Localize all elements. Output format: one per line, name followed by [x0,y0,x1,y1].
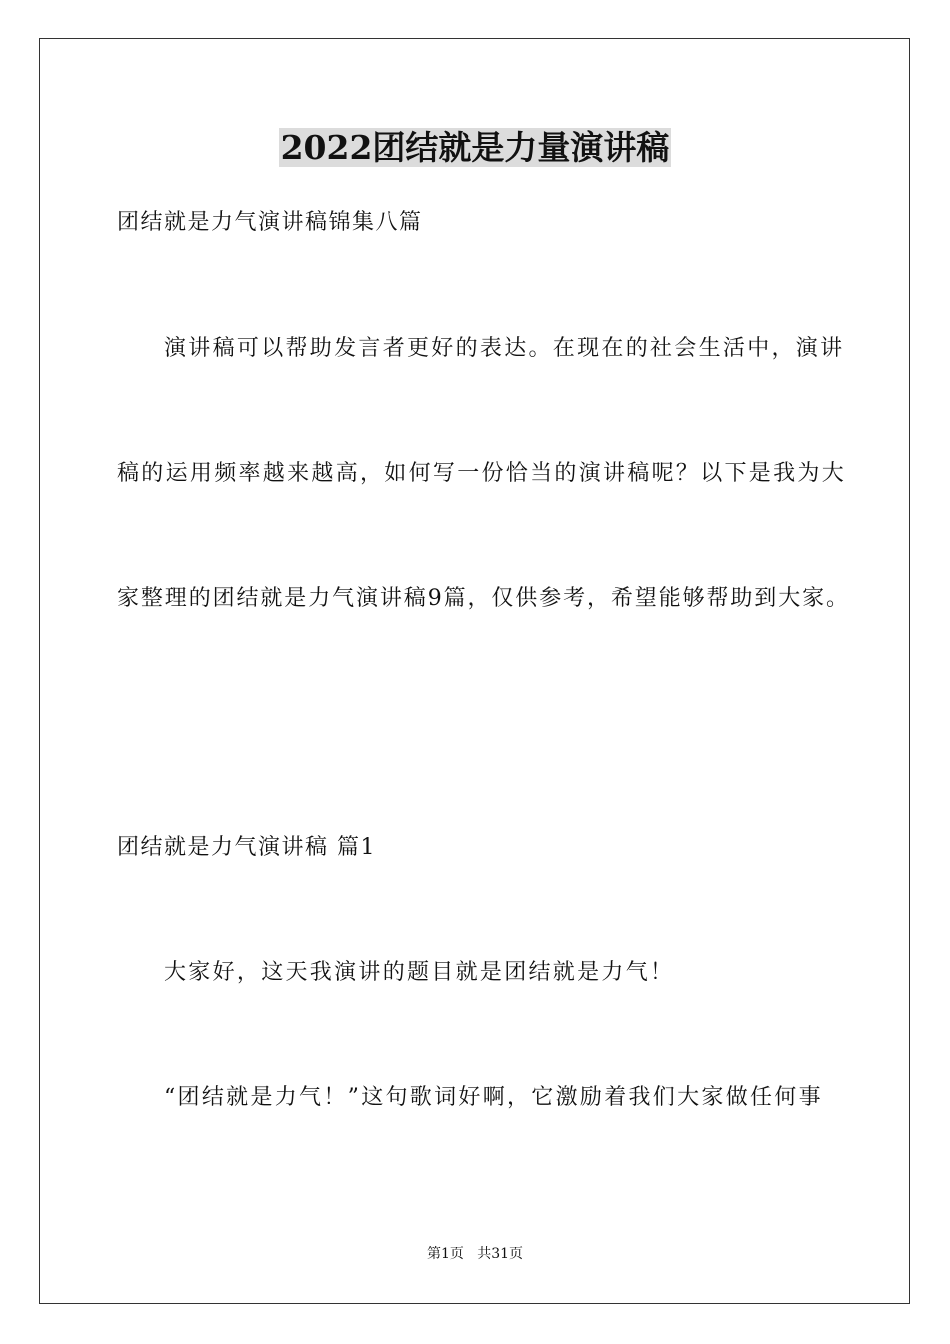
document-title-text: 2022团结就是力量演讲稿 [280,128,670,167]
intro-line-2: 稿的运用频率越来越高，如何写一份恰当的演讲稿呢？以下是我为大 [117,461,847,486]
body-line-1: 大家好，这天我演讲的题目就是团结就是力气！ [164,960,675,985]
intro-line-1: 演讲稿可以帮助发言者更好的表达。在现在的社会生活中，演讲 [164,336,845,361]
intro-line-3: 家整理的团结就是力气演讲稿9篇，仅供参考，希望能够帮助到大家。 [117,586,850,611]
document-subtitle: 团结就是力气演讲稿锦集八篇 [117,210,423,235]
section-heading: 团结就是力气演讲稿 篇1 [117,835,376,860]
page-footer: 第1页 共31页 [426,1246,524,1262]
document-title [0,128,950,168]
body-line-2: “团结就是力气！”这句歌词好啊，它激励着我们大家做任何事 [164,1085,823,1110]
